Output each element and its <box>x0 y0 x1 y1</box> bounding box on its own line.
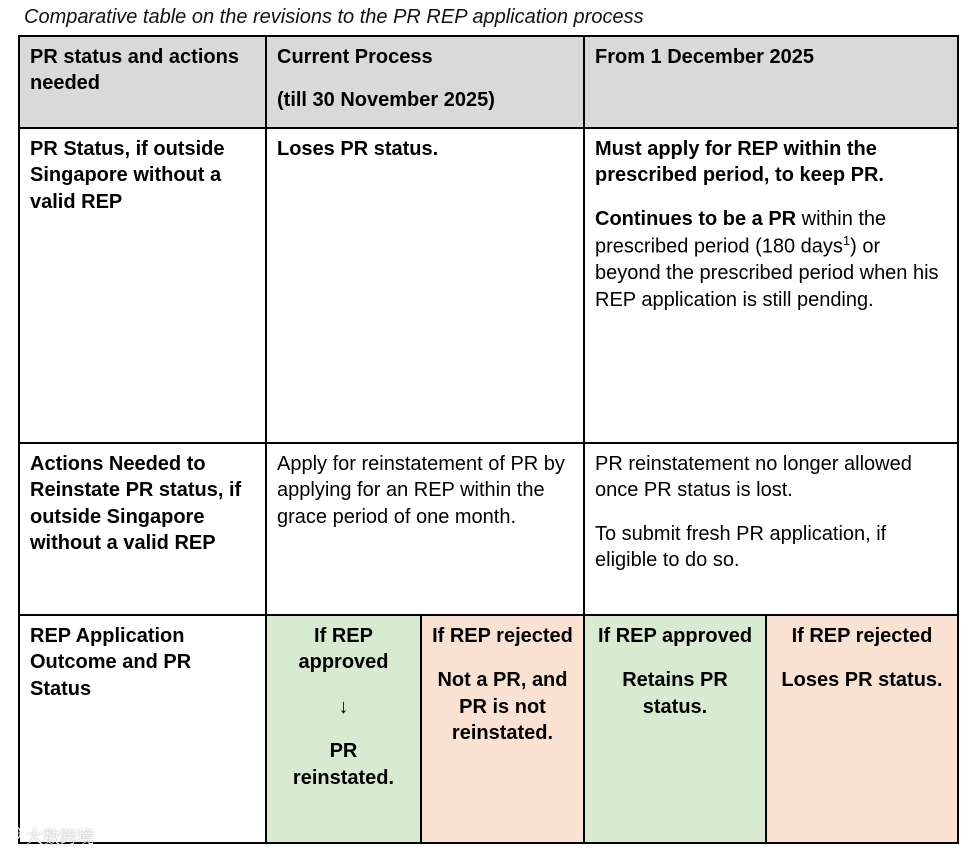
watermark <box>6 823 94 848</box>
header-row <box>19 36 958 128</box>
new-rejected-line1: If REP rejected <box>791 625 933 647</box>
globe-logo-icon <box>6 825 22 846</box>
cell-actions-label <box>19 443 266 615</box>
new-rejected-line2: Loses PR status. <box>781 669 943 692</box>
header-status-label: PR status and actions needed <box>30 46 239 95</box>
watermark-text: 大数跨境 <box>26 828 94 847</box>
header-cell-status <box>19 36 266 128</box>
actions-label-text: Actions Needed to Reinstate PR status, if outside Singapore without a valid REP <box>30 453 242 555</box>
header-current-line1: Current Process <box>277 46 433 68</box>
cell-new-rejected <box>766 615 958 843</box>
current-rejected-line2: Not a PR, and PR is not reinstated. <box>437 669 568 745</box>
cell-actions-current <box>266 443 584 615</box>
down-arrow-icon: ↓ <box>338 695 349 718</box>
header-cell-current <box>266 36 584 128</box>
current-approved-line2: PR reinstated. <box>292 740 395 789</box>
row-actions-needed <box>19 443 958 615</box>
cell-new-approved <box>584 615 766 843</box>
pr-status-new-para2-end: ) or beyond the prescribed period when his REP application is still pending. <box>595 235 939 311</box>
pr-status-new-para2-bold: Continues to be a PR <box>595 207 797 230</box>
pr-status-new-para2 <box>595 206 947 313</box>
cell-pr-status-label <box>19 128 266 443</box>
row-outcome <box>19 615 958 843</box>
current-approved-line1: If REP approved <box>298 625 389 674</box>
header-current-line2: (till 30 November 2025) <box>277 89 495 112</box>
cell-current-rejected <box>421 615 584 843</box>
cell-pr-status-current <box>266 128 584 443</box>
cell-current-approved <box>266 615 421 843</box>
pr-status-current-text: Loses PR status. <box>277 138 439 160</box>
row-pr-status <box>19 128 958 443</box>
cell-outcome-label <box>19 615 266 843</box>
pr-status-new-para2-mid: within the prescribed period (180 days <box>595 207 887 258</box>
header-cell-new <box>584 36 958 128</box>
footnote-superscript: 1 <box>842 233 851 249</box>
actions-new-para2: To submit fresh PR application, if eligible to do so. <box>595 522 887 572</box>
table-caption: Comparative table on the revisions to the PR REP application process <box>24 6 644 28</box>
comparison-table <box>18 35 959 844</box>
current-rejected-line1: If REP rejected <box>432 625 573 647</box>
actions-current-text: Apply for reinstatement of PR by applying for an REP within the grace period of one month. <box>277 453 565 528</box>
outcome-label-text: REP Application Outcome and PR Status <box>30 625 192 700</box>
new-approved-line2: Retains PR status. <box>622 669 728 718</box>
new-approved-line1: If REP approved <box>597 625 753 647</box>
cell-actions-new <box>584 443 958 615</box>
header-new-label: From 1 December 2025 <box>595 46 815 68</box>
actions-new-para1: PR reinstatement no longer allowed once PR status is lost. <box>595 453 912 502</box>
pr-status-new-para1: Must apply for REP within the prescribed period, to keep PR. <box>595 138 884 187</box>
pr-status-label-text: PR Status, if outside Singapore without a valid REP <box>30 138 225 213</box>
cell-pr-status-new <box>584 128 958 443</box>
